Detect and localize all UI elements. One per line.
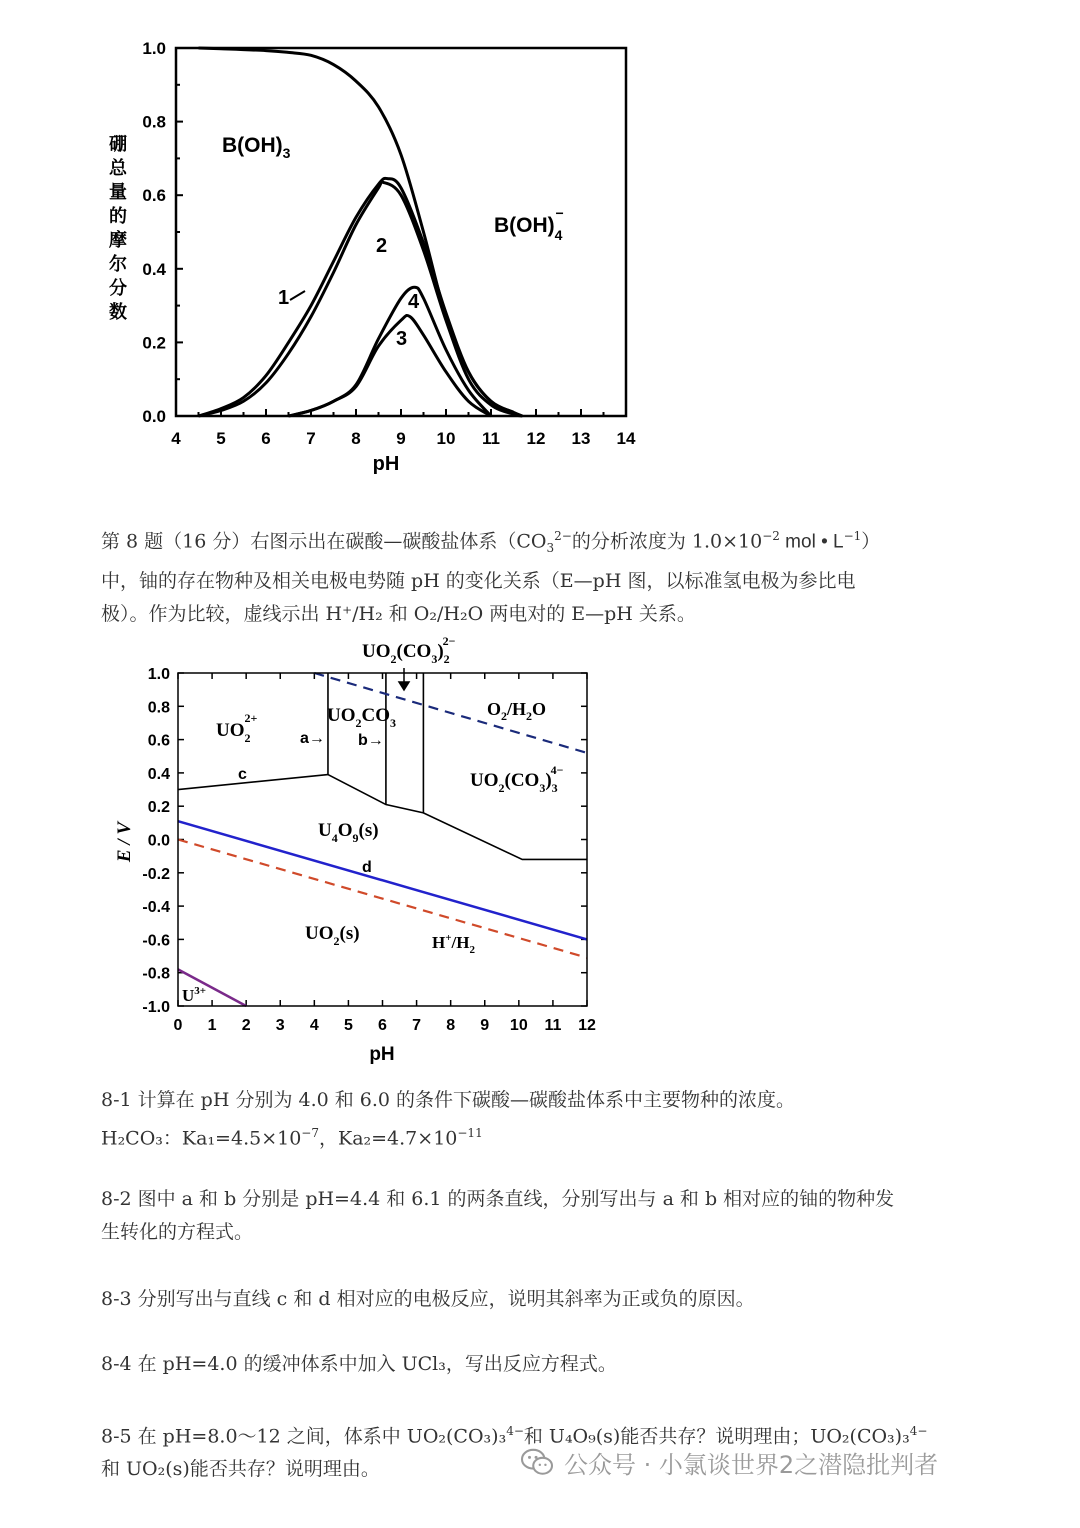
watermark bbox=[520, 1440, 1060, 1484]
y-tick-label: 0.8 bbox=[142, 112, 166, 132]
line-d-label: d bbox=[362, 859, 372, 876]
y-tick-label: -0.2 bbox=[142, 865, 170, 883]
x-tick-label: 8 bbox=[446, 1017, 456, 1034]
boh3-label: $B(OH)_3$ bbox=[222, 134, 291, 161]
x-tick-label: 5 bbox=[216, 429, 226, 448]
x-tick-label: 10 bbox=[436, 429, 456, 448]
series-line-boh3 bbox=[199, 48, 514, 412]
y-tick-label: -1.0 bbox=[142, 999, 170, 1016]
x-tick-label: 7 bbox=[412, 1017, 422, 1034]
curve-2-label: 2 bbox=[376, 235, 388, 257]
y-axis-label-char: 的 bbox=[109, 206, 127, 227]
uo2co3-2-pointer bbox=[399, 668, 409, 690]
uo2co3-3-label: $UO_2(CO_3)_34-$ bbox=[470, 763, 564, 795]
y-axis-label-char: 总 bbox=[109, 158, 127, 179]
q81-ka-values: H₂CO₃：$Ka_1=4.5\times 10^{-7}$，$Ka_2=4.7\times 10^{-11}$ bbox=[101, 1126, 483, 1150]
uo2co3-2-label: $UO_2(CO_3)_22-$ bbox=[362, 636, 456, 666]
x-tick-label: 6 bbox=[261, 429, 271, 448]
curve-4-label: 4 bbox=[408, 291, 420, 313]
watermark-text: 公众号 · 小氯谈世界2之潜隐批判者 bbox=[564, 1450, 939, 1479]
y-axis-label-char: 量 bbox=[109, 182, 127, 203]
q85-line-2: 和 UO₂(s)能否共存？说明理由。 bbox=[101, 1458, 380, 1481]
x-tick-label: 4 bbox=[171, 429, 181, 448]
x-tick-label: 11 bbox=[544, 1017, 562, 1034]
y-tick-label: 0.6 bbox=[147, 732, 170, 750]
line-hh2 bbox=[178, 840, 587, 958]
y-tick-label: 0.4 bbox=[142, 259, 166, 279]
question-8-3 bbox=[101, 1283, 991, 1316]
question-8-2 bbox=[101, 1183, 991, 1249]
x-tick-label: 1 bbox=[207, 1017, 217, 1034]
x-tick-label: 0 bbox=[173, 1017, 183, 1034]
intro-line-2: 中，铀的存在物种及相关电极电势随 pH 的变化关系（E—pH 图，以标准氢电极为参比电 bbox=[101, 570, 856, 593]
x-tick-label: 13 bbox=[571, 429, 591, 448]
line-d bbox=[178, 821, 587, 939]
line-c bbox=[178, 775, 328, 790]
series-line-3 bbox=[289, 315, 492, 416]
y-axis-label-char: 分 bbox=[109, 278, 127, 299]
wechat-icon bbox=[520, 1447, 554, 1477]
question-8-intro bbox=[101, 520, 991, 631]
x-axis-label: pH bbox=[372, 453, 400, 475]
y-tick-label: 0.2 bbox=[142, 333, 166, 353]
q84-text: 8-4 在 pH=4.0 的缓冲体系中加入 UCl₃，写出反应方程式。 bbox=[101, 1353, 617, 1375]
line-a-label: a→ bbox=[300, 730, 325, 747]
boh4-label: $B(OH)_4-$ bbox=[494, 205, 564, 243]
q85-line-1: 8-5 在 pH=8.0～12 之间，体系中 UO₂(CO₃)₃$^{4-}$和 U₄O₉(s)能否共存？说明理由；UO₂(CO₃)₃$^{4-}$ bbox=[101, 1424, 928, 1448]
y-tick-label: 0.0 bbox=[147, 832, 170, 850]
x-tick-label: 2 bbox=[241, 1017, 251, 1034]
x-tick-label: 12 bbox=[578, 1017, 596, 1034]
o2-h2o-label: $O_2/H_2O$ bbox=[487, 699, 547, 723]
curve-1-label: 1 bbox=[278, 287, 290, 309]
uo2co3-label: $UO_2CO_3$ bbox=[327, 705, 396, 730]
y-tick-label: -0.4 bbox=[142, 899, 170, 917]
x-tick-label: 7 bbox=[306, 429, 316, 448]
line-c-label: c bbox=[238, 766, 247, 783]
x-tick-label: 11 bbox=[482, 429, 500, 448]
q82-line-2: 生转化的方程式。 bbox=[101, 1221, 254, 1243]
uranium-e-ph-diagram bbox=[100, 636, 620, 1068]
x-tick-label: 12 bbox=[526, 429, 546, 448]
intro-line-1: 第 8 题（16 分）右图示出在碳酸—碳酸盐体系（$CO_3^{2-}$的分析浓度为 $1.0\times 10^{-2}$ mol • $L^{-1}$） bbox=[101, 529, 881, 556]
y-axis-label-char: 摩 bbox=[109, 230, 127, 251]
x-tick-label: 9 bbox=[396, 429, 406, 448]
y-tick-label: 1.0 bbox=[142, 39, 166, 58]
y-tick-label: -0.6 bbox=[142, 932, 170, 950]
question-8-4 bbox=[101, 1348, 991, 1381]
y-tick-label: 0.2 bbox=[147, 799, 170, 817]
x-tick-label: 3 bbox=[275, 1017, 285, 1034]
boron-speciation-chart bbox=[100, 30, 660, 490]
y-tick-label: 0.8 bbox=[147, 699, 170, 717]
q82-line-1: 8-2 图中 a 和 b 分别是 pH=4.4 和 6.1 的两条直线，分别写出与 a 和 b 相对应的铀的物种发 bbox=[101, 1188, 895, 1210]
y-axis-label-char: 数 bbox=[109, 302, 127, 323]
u3plus-label: $U^{3+}$ bbox=[182, 985, 207, 1005]
curve-3-label: 3 bbox=[396, 328, 408, 350]
y-axis-label-char: 尔 bbox=[109, 254, 127, 275]
curve-1-pointer bbox=[290, 291, 305, 300]
y-tick-label: -0.8 bbox=[142, 965, 170, 983]
x-tick-label: 14 bbox=[616, 429, 636, 448]
y-tick-label: 0.0 bbox=[142, 407, 166, 426]
y-axis-label-char: 硼 bbox=[109, 134, 127, 155]
x-tick-label: 9 bbox=[480, 1017, 490, 1034]
line-b-label: b→ bbox=[358, 732, 384, 749]
y-tick-label: 0.6 bbox=[142, 186, 166, 206]
y-tick-label: 1.0 bbox=[147, 666, 170, 683]
x-tick-label: 10 bbox=[509, 1017, 528, 1034]
uo2-2plus-label: $UO_22+$ bbox=[216, 711, 258, 745]
x-axis-label: pH bbox=[369, 1044, 395, 1065]
question-8-1 bbox=[101, 1084, 991, 1155]
q83-text: 8-3 分别写出与直线 c 和 d 相对应的电极反应，说明其斜率为正或负的原因。 bbox=[101, 1288, 755, 1310]
q81-text: 8-1 计算在 pH 分别为 4.0 和 6.0 的条件下碳酸—碳酸盐体系中主要物种的浓度。 bbox=[101, 1089, 796, 1111]
y-tick-label: 0.4 bbox=[147, 765, 170, 783]
h-h2-label: $H^+/H_2$ bbox=[432, 932, 475, 956]
u4o9-label: $U_4O_9(s)$ bbox=[318, 820, 379, 845]
x-tick-label: 5 bbox=[343, 1017, 353, 1034]
x-tick-label: 4 bbox=[309, 1017, 319, 1034]
intro-line-3: 极）。作为比较，虚线示出 H⁺/H₂ 和 O₂/H₂O 两电对的 E—pH 关系。 bbox=[101, 603, 696, 626]
y-axis-label: E / V bbox=[114, 821, 135, 863]
uo2s-label: $UO_2(s)$ bbox=[305, 923, 360, 948]
x-tick-label: 6 bbox=[378, 1017, 387, 1034]
x-tick-label: 8 bbox=[351, 429, 361, 448]
